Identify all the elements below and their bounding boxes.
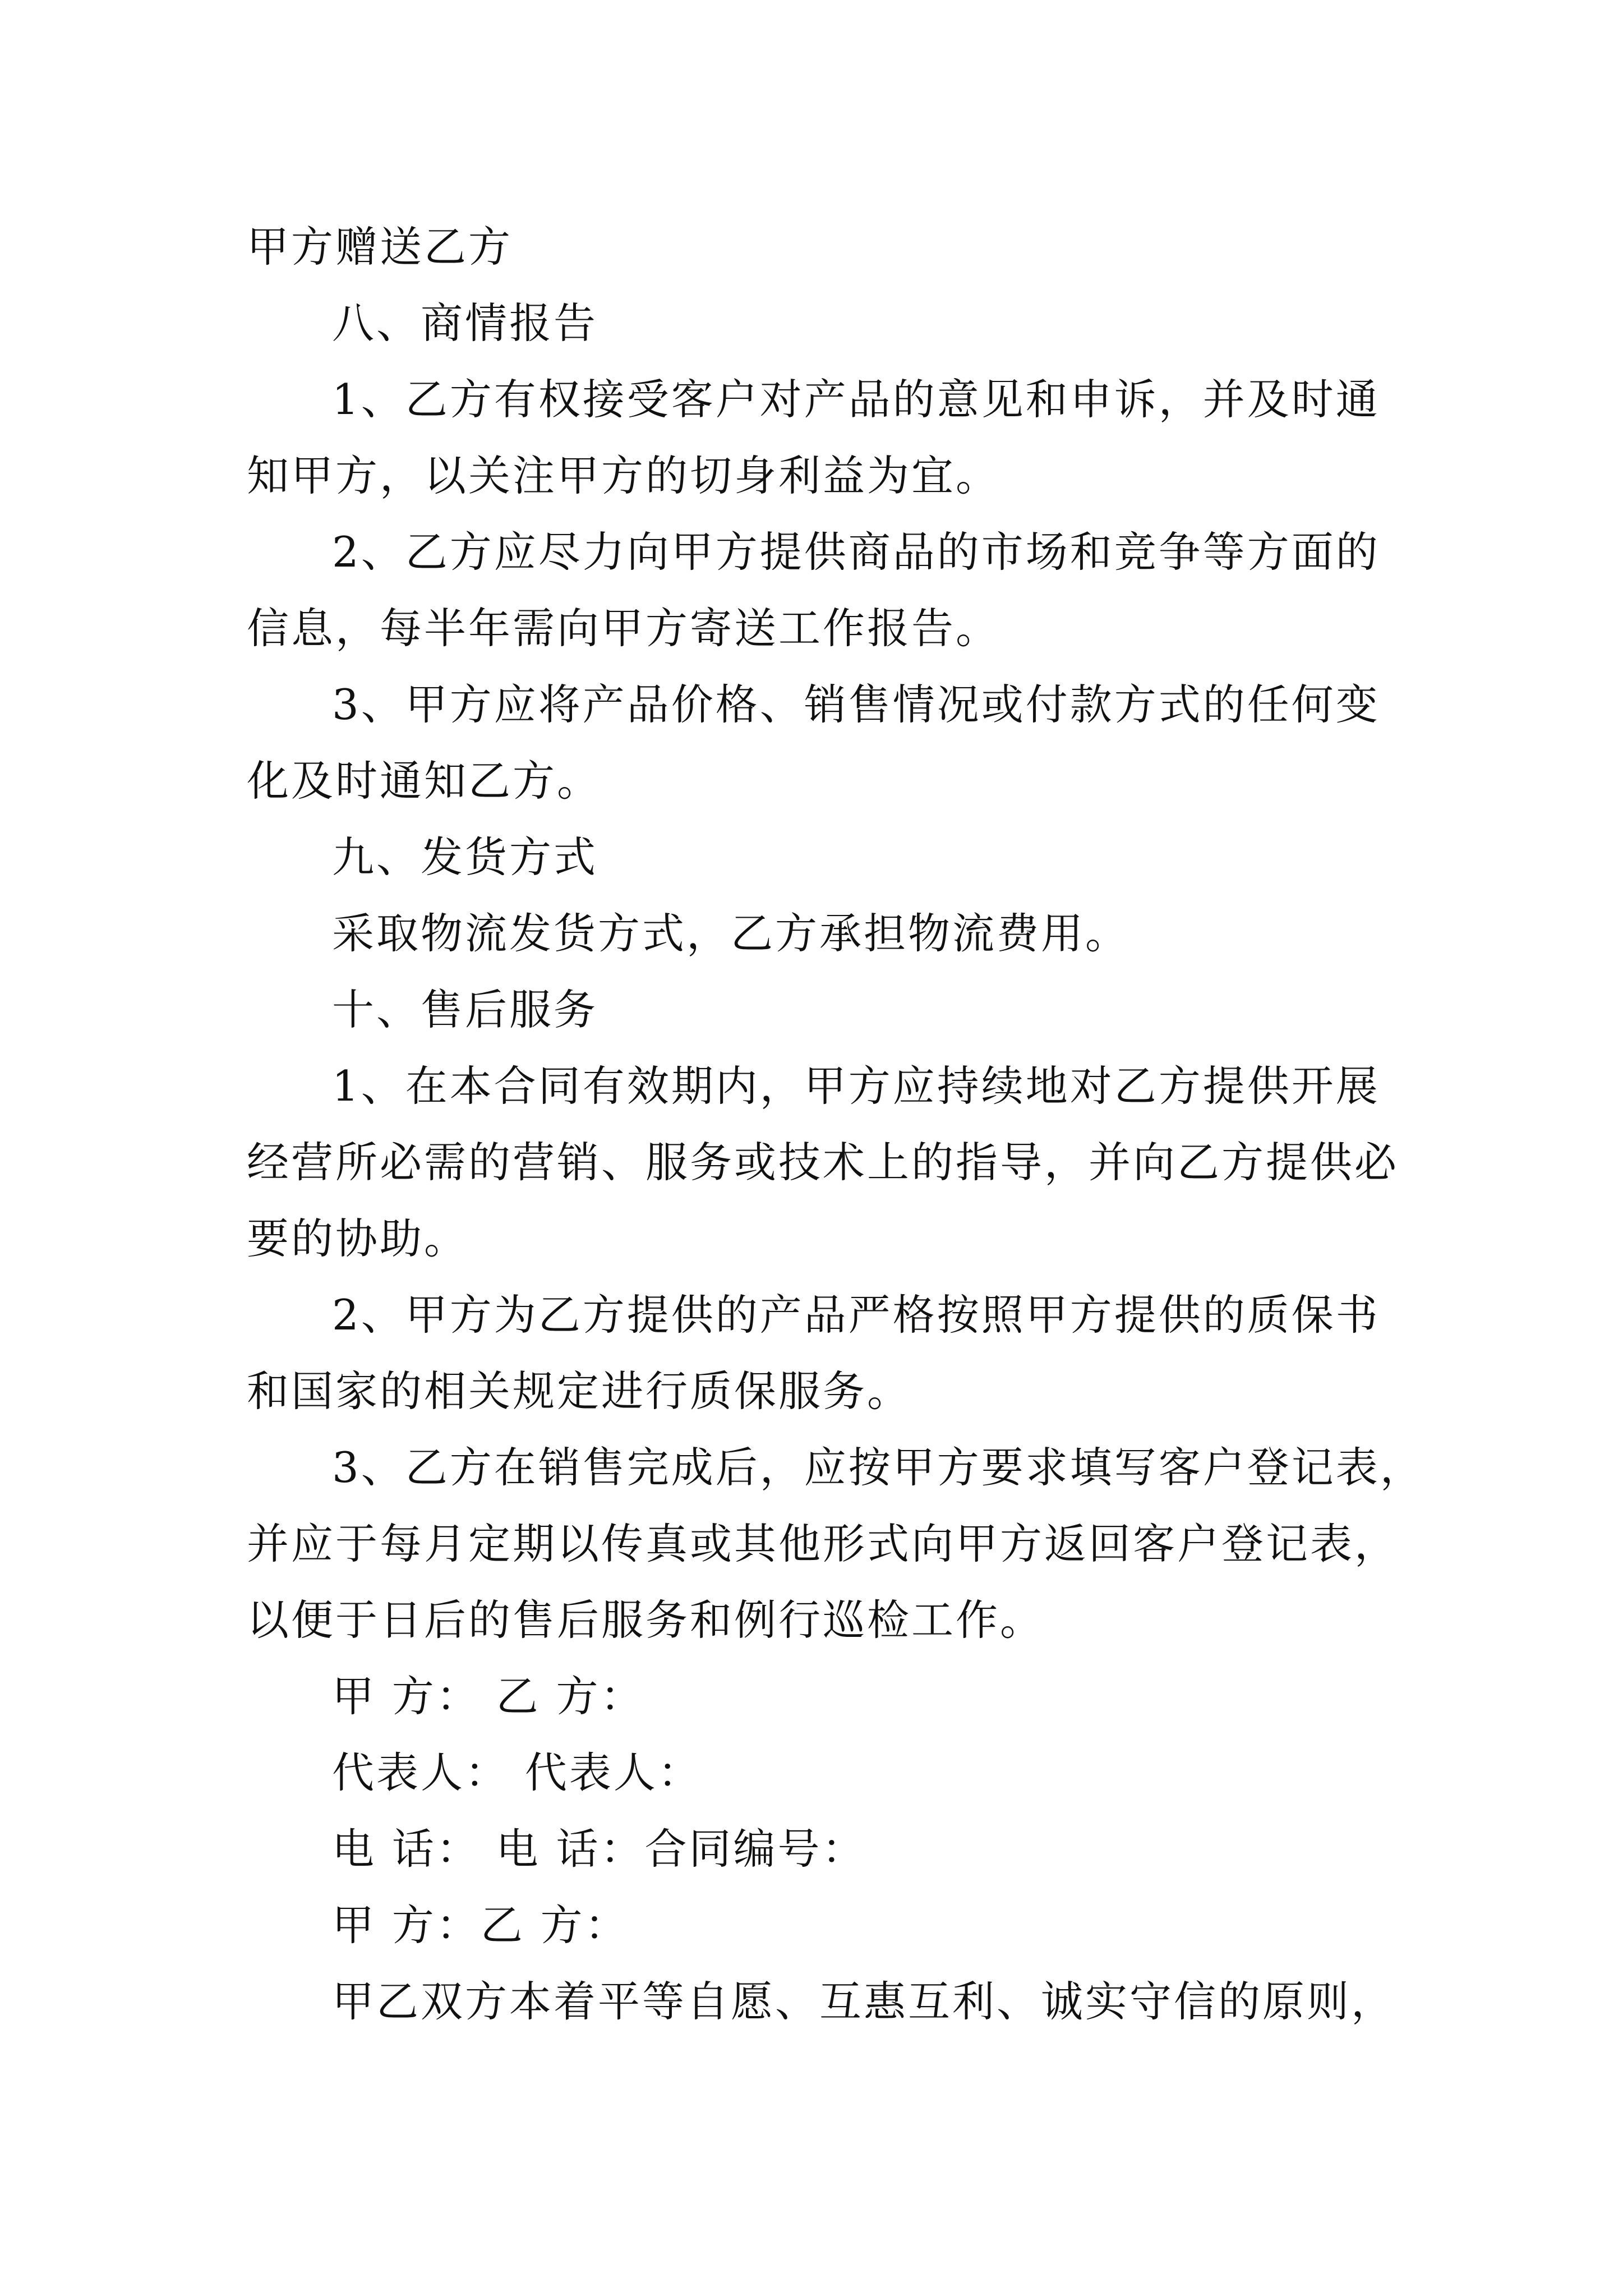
document-body <box>247 209 1424 2040</box>
signature-representative-line: 代表人： 代表人： <box>332 1748 702 1797</box>
section-heading-business-report: 八、商情报告 <box>332 298 598 348</box>
text-line: 2、乙方应尽力向甲方提供商品的市场和竞争等方面的 <box>332 527 1380 577</box>
text-line: 甲方赠送乙方 <box>247 222 513 272</box>
text-line: 3、乙方在销售完成后，应按甲方要求填写客户登记表， <box>332 1443 1424 1492</box>
section-heading-after-sales: 十、售后服务 <box>332 985 598 1034</box>
signature-phone-line: 电 话： 电 话：合同编号： <box>332 1824 866 1874</box>
text-line: 要的协助。 <box>247 1214 469 1263</box>
text-line: 2、甲方为乙方提供的产品严格按照甲方提供的质保书 <box>332 1290 1380 1340</box>
contract-party-line: 甲 方：乙 方： <box>332 1901 629 1950</box>
text-line: 以便于日后的售后服务和例行巡检工作。 <box>247 1595 1045 1645</box>
text-line: 化及时通知乙方。 <box>247 756 602 806</box>
text-line: 并应于每月定期以传真或其他形式向甲方返回客户登记表， <box>247 1519 1399 1568</box>
text-line: 信息，每半年需向甲方寄送工作报告。 <box>247 604 1000 653</box>
text-line: 经营所必需的营销、服务或技术上的指导，并向乙方提供必 <box>247 1138 1399 1187</box>
signature-party-line: 甲 方： 乙 方： <box>332 1672 645 1721</box>
text-line: 和国家的相关规定进行质保服务。 <box>247 1366 912 1416</box>
text-line: 1、在本合同有效期内，甲方应持续地对乙方提供开展 <box>332 1061 1380 1111</box>
section-heading-shipping: 九、发货方式 <box>332 832 598 882</box>
text-line: 1、乙方有权接受客户对产品的意见和申诉，并及时通 <box>332 375 1380 424</box>
text-line: 3、甲方应将产品价格、销售情况或付款方式的任何变 <box>332 680 1380 729</box>
text-line: 采取物流发货方式，乙方承担物流费用。 <box>332 909 1130 958</box>
text-line: 甲乙双方本着平等自愿、互惠互利、诚实守信的原则， <box>332 1977 1396 2026</box>
text-line: 知甲方，以关注甲方的切身利益为宜。 <box>247 451 1000 500</box>
